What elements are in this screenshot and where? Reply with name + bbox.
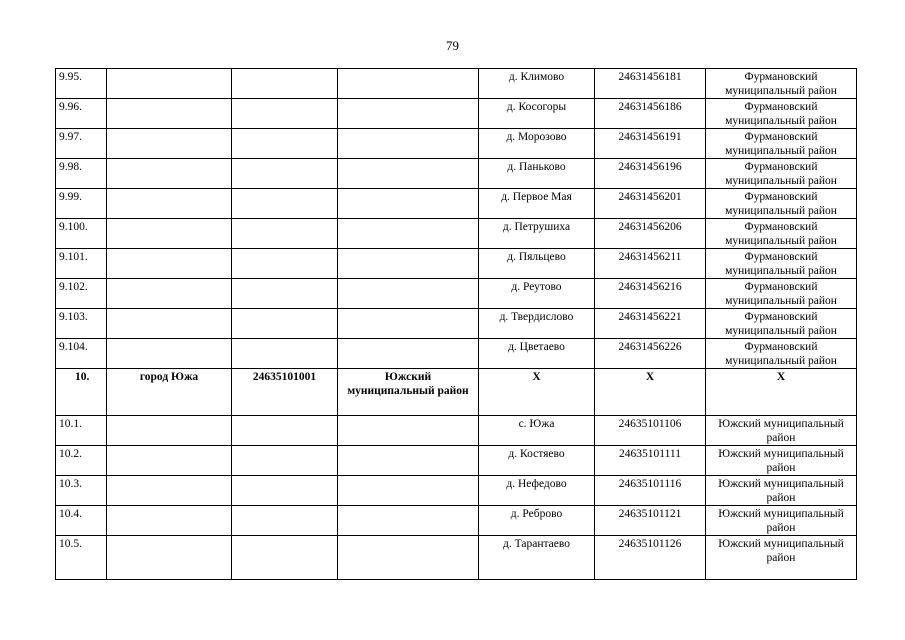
row-number-cell: 9.98. xyxy=(56,159,107,189)
locality-name-cell: д. Реброво xyxy=(479,506,595,536)
row-number-cell: 9.96. xyxy=(56,99,107,129)
table-row xyxy=(56,416,857,446)
table-row xyxy=(56,279,857,309)
locality-oktmo-cell: 24631456226 xyxy=(595,339,706,369)
locality-name-cell: д. Морозово xyxy=(479,129,595,159)
locality-oktmo-cell: 24631456216 xyxy=(595,279,706,309)
municipality-name-cell xyxy=(107,416,232,446)
row-number-cell: 10. xyxy=(56,369,107,416)
municipality-oktmo-cell xyxy=(232,416,338,446)
municipality-district-cell xyxy=(338,506,479,536)
locality-name-cell: д. Петрушиха xyxy=(479,219,595,249)
locality-oktmo-cell: 24635101126 xyxy=(595,536,706,580)
municipality-oktmo-cell xyxy=(232,129,338,159)
municipality-district-cell xyxy=(338,189,479,219)
municipality-oktmo-cell xyxy=(232,99,338,129)
table-row xyxy=(56,189,857,219)
locality-name-cell: д. Климово xyxy=(479,69,595,99)
locality-oktmo-cell: 24635101116 xyxy=(595,476,706,506)
municipality-district-cell xyxy=(338,279,479,309)
table-body xyxy=(56,69,857,580)
municipality-district-cell xyxy=(338,339,479,369)
municipality-oktmo-cell xyxy=(232,69,338,99)
row-number-cell: 10.5. xyxy=(56,536,107,580)
locality-name-cell: д. Пяльцево xyxy=(479,249,595,279)
municipality-name-cell xyxy=(107,476,232,506)
locality-oktmo-cell: 24631456221 xyxy=(595,309,706,339)
locality-oktmo-cell: 24631456206 xyxy=(595,219,706,249)
row-number-cell: 10.3. xyxy=(56,476,107,506)
district-name-cell: Фурмановский муниципальный район xyxy=(706,189,857,219)
district-name-cell: Фурмановский муниципальный район xyxy=(706,309,857,339)
locality-name-cell: д. Косогоры xyxy=(479,99,595,129)
locality-oktmo-cell: 24631456201 xyxy=(595,189,706,219)
municipality-name-cell xyxy=(107,506,232,536)
table-row xyxy=(56,446,857,476)
locality-oktmo-cell: 24635101111 xyxy=(595,446,706,476)
municipality-name-cell xyxy=(107,536,232,580)
table-row xyxy=(56,99,857,129)
locality-name-cell: д. Твердислово xyxy=(479,309,595,339)
district-name-cell: X xyxy=(706,369,857,416)
table-row xyxy=(56,129,857,159)
district-name-cell: Южский муниципальный район xyxy=(706,446,857,476)
locality-name-cell: X xyxy=(479,369,595,416)
municipality-oktmo-cell xyxy=(232,506,338,536)
row-number-cell: 9.97. xyxy=(56,129,107,159)
row-number-cell: 9.101. xyxy=(56,249,107,279)
municipality-district-cell xyxy=(338,129,479,159)
municipality-name-cell xyxy=(107,219,232,249)
district-name-cell: Южский муниципальный район xyxy=(706,416,857,446)
row-number-cell: 9.103. xyxy=(56,309,107,339)
table-row xyxy=(56,219,857,249)
district-name-cell: Южский муниципальный район xyxy=(706,536,857,580)
municipality-name-cell xyxy=(107,159,232,189)
municipality-name-cell: город Южа xyxy=(107,369,232,416)
table-row xyxy=(56,476,857,506)
locality-oktmo-cell: X xyxy=(595,369,706,416)
municipality-district-cell xyxy=(338,219,479,249)
row-number-cell: 10.2. xyxy=(56,446,107,476)
district-name-cell: Фурмановский муниципальный район xyxy=(706,99,857,129)
municipality-oktmo-cell xyxy=(232,189,338,219)
row-number-cell: 9.104. xyxy=(56,339,107,369)
locality-name-cell: д. Тарантаево xyxy=(479,536,595,580)
municipality-district-cell xyxy=(338,476,479,506)
locality-name-cell: д. Первое Мая xyxy=(479,189,595,219)
registry-table xyxy=(55,68,857,580)
municipality-oktmo-cell xyxy=(232,249,338,279)
municipality-name-cell xyxy=(107,69,232,99)
locality-name-cell: д. Реутово xyxy=(479,279,595,309)
district-name-cell: Фурмановский муниципальный район xyxy=(706,219,857,249)
locality-name-cell: с. Южа xyxy=(479,416,595,446)
municipality-name-cell xyxy=(107,309,232,339)
municipality-name-cell xyxy=(107,446,232,476)
row-number-cell: 10.1. xyxy=(56,416,107,446)
district-name-cell: Фурмановский муниципальный район xyxy=(706,249,857,279)
municipality-oktmo-cell xyxy=(232,446,338,476)
municipality-name-cell xyxy=(107,339,232,369)
municipality-district-cell xyxy=(338,416,479,446)
municipality-name-cell xyxy=(107,189,232,219)
table-section-row xyxy=(56,369,857,416)
table-row xyxy=(56,339,857,369)
district-name-cell: Фурмановский муниципальный район xyxy=(706,129,857,159)
locality-name-cell: д. Нефедово xyxy=(479,476,595,506)
municipality-district-cell xyxy=(338,69,479,99)
municipality-district-cell: Южский муниципальный район xyxy=(338,369,479,416)
table-row xyxy=(56,536,857,580)
row-number-cell: 9.95. xyxy=(56,69,107,99)
page-number: 79 xyxy=(446,38,459,53)
table-row xyxy=(56,309,857,339)
row-number-cell: 9.102. xyxy=(56,279,107,309)
municipality-district-cell xyxy=(338,309,479,339)
municipality-oktmo-cell xyxy=(232,476,338,506)
row-number-cell: 9.100. xyxy=(56,219,107,249)
municipality-oktmo-cell xyxy=(232,309,338,339)
municipality-name-cell xyxy=(107,249,232,279)
locality-oktmo-cell: 24631456181 xyxy=(595,69,706,99)
locality-name-cell: д. Костяево xyxy=(479,446,595,476)
locality-oktmo-cell: 24631456211 xyxy=(595,249,706,279)
municipality-oktmo-cell xyxy=(232,536,338,580)
district-name-cell: Южский муниципальный район xyxy=(706,506,857,536)
municipality-oktmo-cell: 24635101001 xyxy=(232,369,338,416)
district-name-cell: Фурмановский муниципальный район xyxy=(706,159,857,189)
municipality-district-cell xyxy=(338,249,479,279)
district-name-cell: Фурмановский муниципальный район xyxy=(706,69,857,99)
row-number-cell: 9.99. xyxy=(56,189,107,219)
municipality-name-cell xyxy=(107,99,232,129)
locality-oktmo-cell: 24631456186 xyxy=(595,99,706,129)
municipality-district-cell xyxy=(338,159,479,189)
locality-name-cell: д. Паньково xyxy=(479,159,595,189)
municipality-oktmo-cell xyxy=(232,279,338,309)
district-name-cell: Южский муниципальный район xyxy=(706,476,857,506)
municipality-district-cell xyxy=(338,536,479,580)
table-row xyxy=(56,159,857,189)
municipality-name-cell xyxy=(107,279,232,309)
municipality-district-cell xyxy=(338,99,479,129)
locality-name-cell: д. Цветаево xyxy=(479,339,595,369)
municipality-district-cell xyxy=(338,446,479,476)
table-row xyxy=(56,69,857,99)
municipality-name-cell xyxy=(107,129,232,159)
district-name-cell: Фурмановский муниципальный район xyxy=(706,279,857,309)
table-row xyxy=(56,249,857,279)
municipality-oktmo-cell xyxy=(232,159,338,189)
locality-oktmo-cell: 24631456191 xyxy=(595,129,706,159)
municipality-oktmo-cell xyxy=(232,339,338,369)
locality-oktmo-cell: 24635101106 xyxy=(595,416,706,446)
table-row xyxy=(56,506,857,536)
district-name-cell: Фурмановский муниципальный район xyxy=(706,339,857,369)
row-number-cell: 10.4. xyxy=(56,506,107,536)
locality-oktmo-cell: 24631456196 xyxy=(595,159,706,189)
locality-oktmo-cell: 24635101121 xyxy=(595,506,706,536)
municipality-oktmo-cell xyxy=(232,219,338,249)
